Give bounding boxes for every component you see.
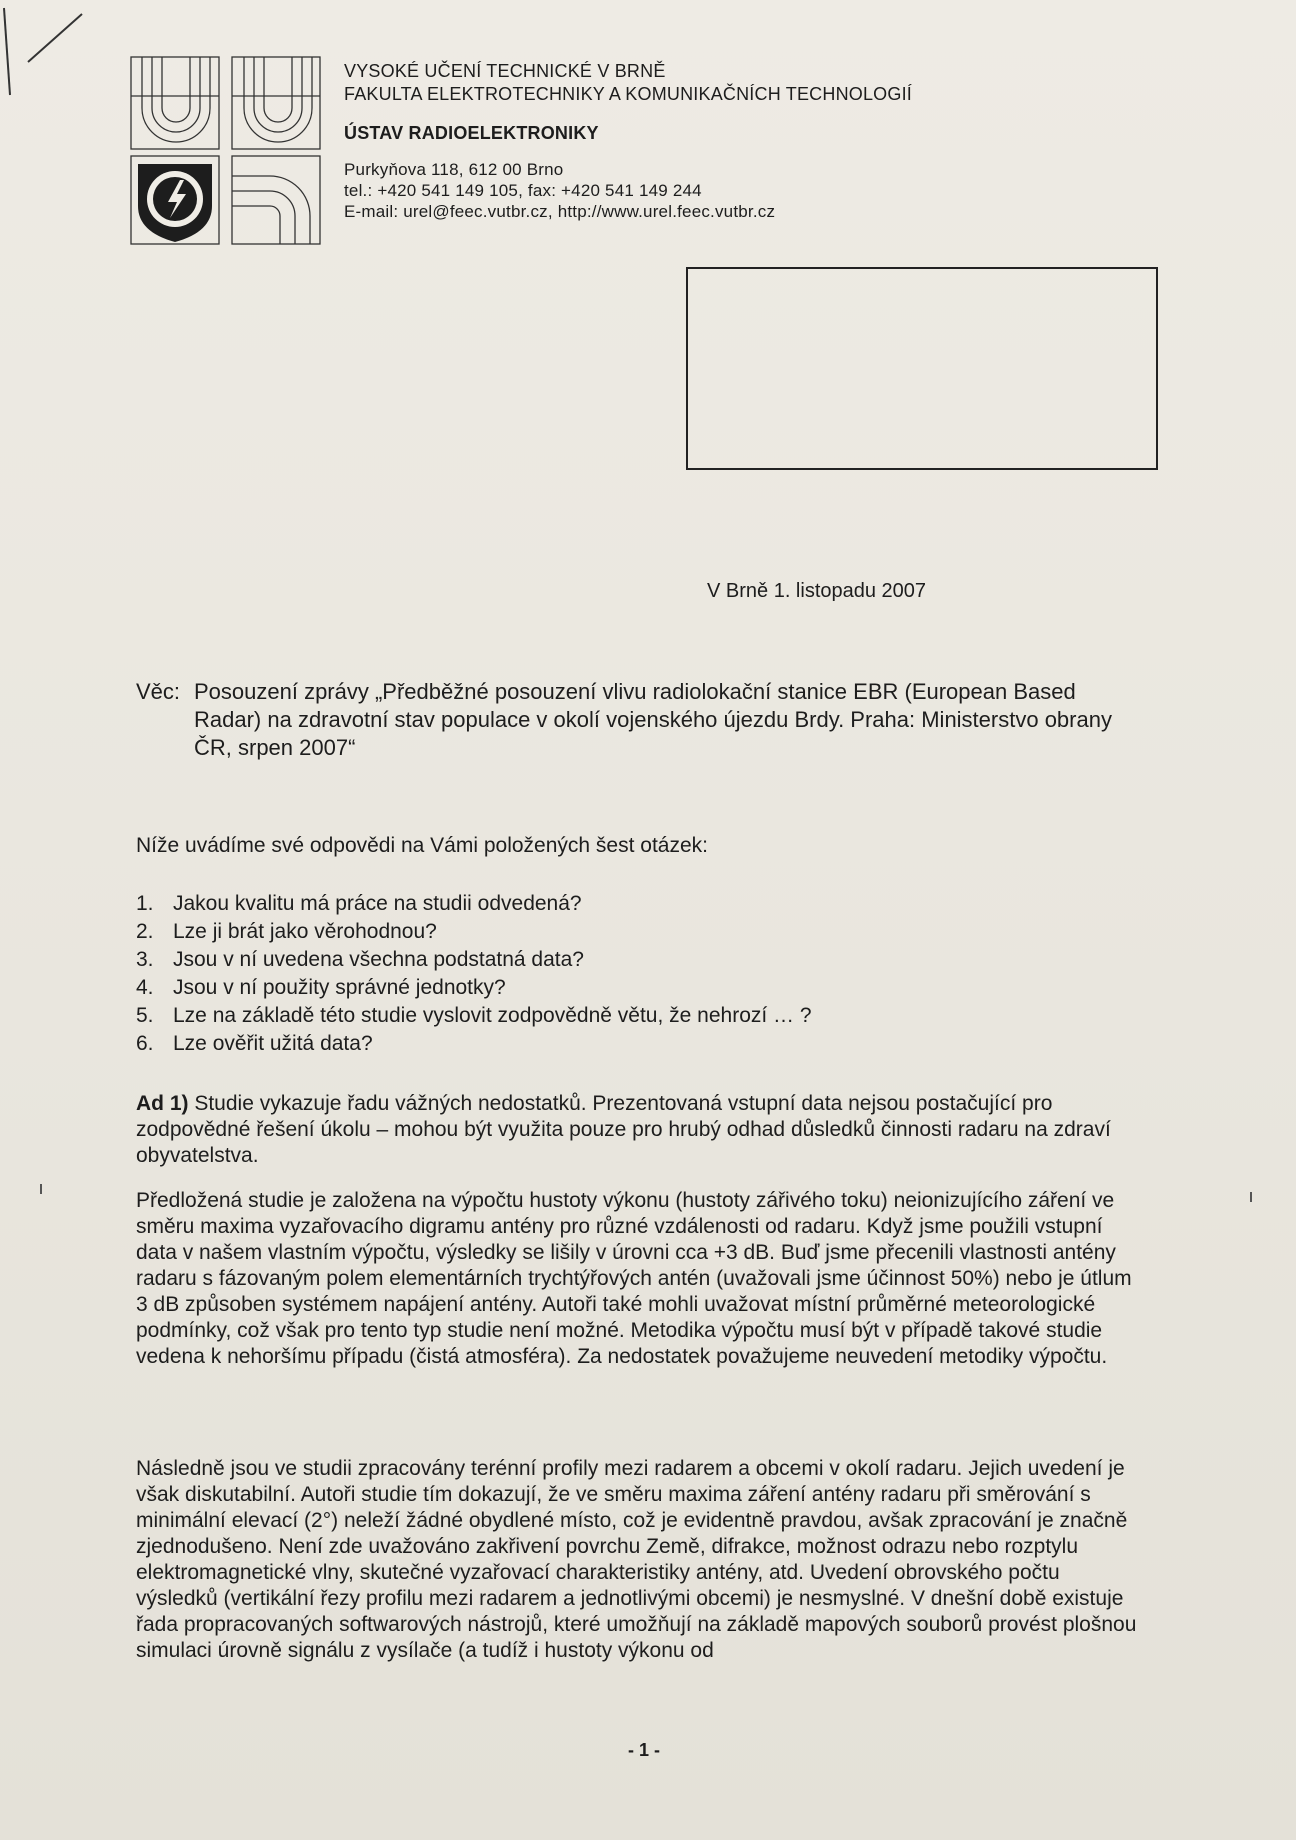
answer-1-label: Ad 1)	[136, 1092, 189, 1115]
recipient-address-box	[686, 267, 1158, 470]
list-item: 1. Jakou kvalitu má práce na studii odvedená?	[136, 892, 582, 915]
binding-mark-left	[40, 1184, 42, 1194]
questions-list	[136, 890, 812, 1058]
university-logo	[130, 56, 322, 246]
letterhead	[344, 60, 912, 222]
letter-date: V Brně 1. listopadu 2007	[707, 580, 927, 602]
answer-1-text: Studie vykazuje řadu vážných nedostatků. Prezentovaná vstupní data nejsou postačující pro zodpovědné řešení úkolu – mohou být využita pouze pro hrubý odhad důsledků činnosti radaru na zdraví obyvatelstva.	[136, 1092, 1111, 1167]
list-item: 2. Lze ji brát jako věrohodnou?	[136, 920, 437, 943]
contact-phone: tel.: +420 541 149 105, fax: +420 541 149 244	[344, 181, 702, 200]
postal-address: Purkyňova 118, 612 00 Brno	[344, 160, 564, 179]
list-item: 6. Lze ověřit užitá data?	[136, 1032, 373, 1055]
subject-text: Posouzení zprávy „Předběžné posouzení vlivu radiolokační stanice EBR (European Based Radar) na zdravotní stav populace v okolí vojenského újezdu Brdy. Praha: Ministerstvo obrany ČR, srpen 2007“	[194, 679, 1112, 760]
pen-mark	[0, 0, 90, 100]
answer-1-paragraph	[136, 1091, 1146, 1169]
faculty-name: FAKULTA ELEKTROTECHNIKY A KOMUNIKAČNÍCH TECHNOLOGIÍ	[344, 84, 912, 104]
list-item: 5. Lze na základě této studie vyslovit zodpovědně větu, že nehrozí … ?	[136, 1004, 812, 1027]
page-number: - 1 -	[628, 1740, 661, 1760]
body-paragraph-3: Následně jsou ve studii zpracovány terénní profily mezi radarem a obcemi v okolí radaru. Jejich uvedení je však diskutabilní. Autoři studie tím dokazují, že ve směru maxima záření antény radaru při směrování s minimální elevací (2°) neleží žádné obydlené místo, což je evidentně pravdou, avšak zpracování je značně zjednodušeno. Není zde uvažováno zakřivení povrchu Země, difrakce, možnost odrazu nebo rozptylu elektromagnetické vlny, skutečné vyzařovací charakteristiky antény, atd. Uvedení obrovského počtu výsledků (vertikální řezy profilu mezi radarem a jednotlivými obcemi) je nesmyslné. V dnešní době existuje řada propracovaných softwarových nástrojů, které umožňují na základě mapových souborů provést plošnou simulaci úrovně signálu z vysílače (a tudíž i hustoty výkonu od	[136, 1457, 1137, 1662]
subject-label: Věc:	[136, 679, 181, 704]
subject-block	[136, 678, 1136, 762]
list-item: 3. Jsou v ní uvedena všechna podstatná data?	[136, 948, 584, 971]
binding-mark-right	[1250, 1192, 1252, 1202]
list-item: 4. Jsou v ní použity správné jednotky?	[136, 976, 506, 999]
university-name: VYSOKÉ UČENÍ TECHNICKÉ V BRNĚ	[344, 61, 666, 81]
institute-name: ÚSTAV RADIOELEKTRONIKY	[344, 123, 599, 143]
contact-email: E-mail: urel@feec.vutbr.cz, http://www.urel.feec.vutbr.cz	[344, 202, 776, 221]
body-paragraph-2: Předložená studie je založena na výpočtu hustoty výkonu (hustoty zářivého toku) neionizujícího záření ve směru maxima vyzařovacího digramu antény pro různé vzdálenosti od radaru. Když jsme použili vstupní data v našem vlastním výpočtu, výsledky se lišily v úrovni cca +3 dB. Buď jsme přecenili vlastnosti antény radaru s fázovaným polem elementárních trychtýřových antén (uvažovali jsme účinnost 50%) nebo je útlum 3 dB způsoben systémem napájení antény. Autoři také mohli uvažovat místní průměrné meteorologické podmínky, což však pro tento typ studie není možné. Metodika výpočtu musí být v případě takové studie vedena k nehoršímu případu (čistá atmosféra). Za nedostatek považujeme neuvedení metodiky výpočtu.	[136, 1189, 1132, 1368]
questions-intro: Níže uvádíme své odpovědi na Vámi položených šest otázek:	[136, 834, 708, 857]
